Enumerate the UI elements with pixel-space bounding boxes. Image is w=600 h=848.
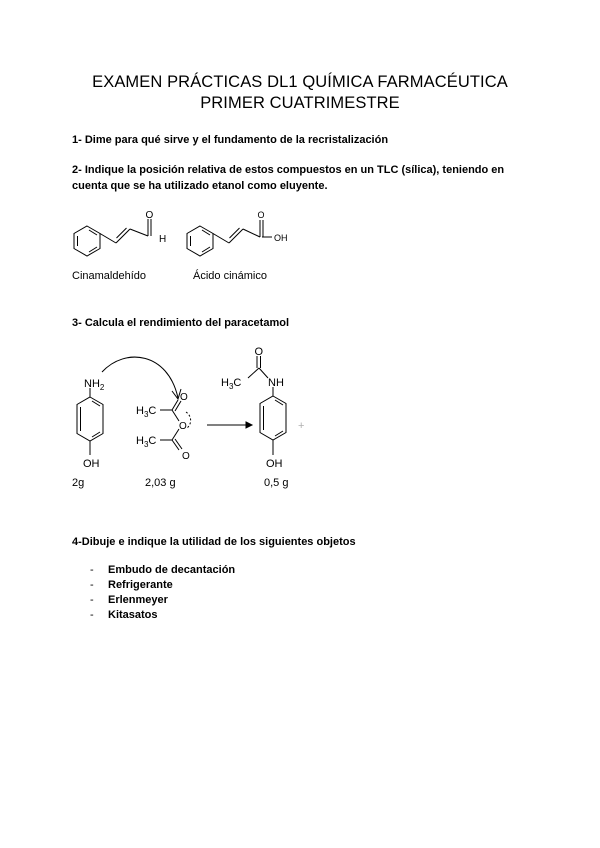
anhydride-carbonyl-oxygen-2-label: O (182, 451, 190, 462)
paracetamol-structure (248, 356, 286, 455)
exam-title-line-2: PRIMER CUATRIMESTRE (200, 94, 400, 112)
anhydride-carbonyl-oxygen-1-label: O (180, 392, 188, 403)
anhydride-methyl-2-label: $H_3C$ (136, 435, 157, 449)
aldehyde-oxygen-label: O (145, 210, 154, 221)
acid-hydroxyl-label: OH (274, 233, 288, 243)
paracetamol-mass: 0,5 g (264, 477, 289, 489)
acid-oxygen-label: O (257, 210, 265, 220)
anhydride-mass: 2,03 g (145, 477, 176, 489)
anhydride-bridge-oxygen-label: O (179, 421, 187, 432)
plus-sign: + (298, 420, 305, 432)
cinnamic-acid-label: Ácido cinámico (193, 270, 267, 282)
amide-oxygen-label: O (254, 346, 264, 358)
aminophenol-hydroxyl-label: OH (83, 458, 100, 470)
nucleophilic-attack-arrow (102, 357, 178, 398)
paracetamol-hydroxyl-label: OH (266, 458, 283, 470)
aminophenol-structure (77, 388, 103, 455)
amine-label: $NH_2$ (84, 378, 105, 392)
cinnamaldehyde-label: Cinamaldehído (72, 270, 146, 282)
amide-nh-label: NH (268, 377, 284, 389)
question-4: 4-Dibuje e indique la utilidad de los siguientes objetos (72, 536, 356, 548)
exam-title-line-1: EXAMEN PRÁCTICAS DL1 QUÍMICA FARMACÉUTICA (92, 73, 508, 91)
question-3: 3- Calcula el rendimiento del paracetamol (72, 317, 290, 329)
question-1: 1- Dime para qué sirve y el fundamento de la recristalización (72, 134, 389, 146)
aminophenol-mass: 2g (72, 477, 85, 489)
anhydride-methyl-1-label: $H_3C$ (136, 405, 157, 419)
amide-methyl-label: $H_3C$ (221, 377, 242, 391)
aldehyde-hydrogen-label: H (159, 234, 167, 245)
question-2: 2- Indique la posición relativa de estos compuestos en un TLC (sílica), teniendo en cuenta que se ha utilizado etanol como eluyente. (72, 164, 505, 192)
